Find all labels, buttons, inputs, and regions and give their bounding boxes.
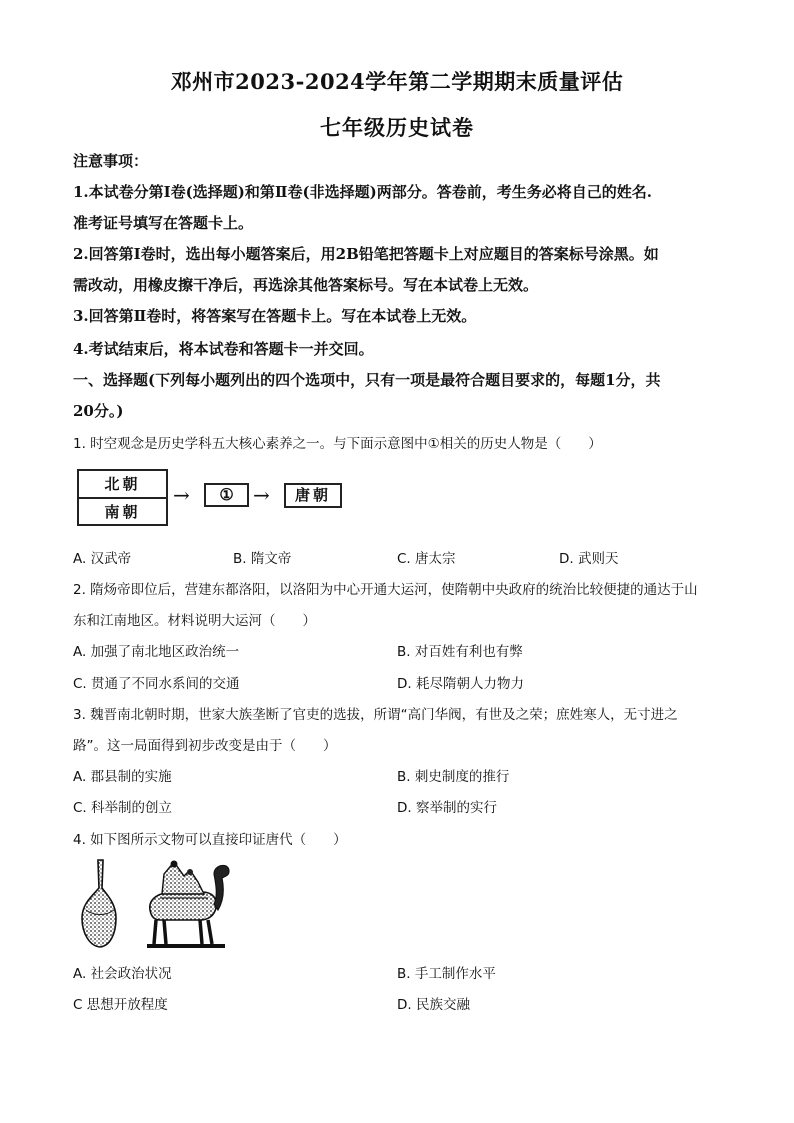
- arrow-right-icon: →: [253, 483, 270, 507]
- tang-dynasty-label: 唐朝: [284, 483, 342, 508]
- tang-relics-image: [74, 858, 232, 950]
- q1-option-d[interactable]: D. 武则天: [559, 551, 619, 567]
- q4-option-a[interactable]: A. 社会政治状况: [73, 966, 172, 982]
- vase-icon: [82, 860, 116, 947]
- q4-option-c[interactable]: C 思想开放程度: [73, 997, 168, 1013]
- section-heading-cont: 20分。): [73, 402, 124, 420]
- question-4-stem: 4. 如下图所示文物可以直接印证唐代（ ）: [73, 832, 347, 848]
- q4-option-b[interactable]: B. 手工制作水平: [397, 966, 496, 982]
- q1-option-a[interactable]: A. 汉武帝: [73, 551, 132, 567]
- q3-option-d[interactable]: D. 察举制的实行: [397, 800, 497, 816]
- q3-option-b[interactable]: B. 刺史制度的推行: [397, 769, 510, 785]
- south-dynasty-label: 南朝: [79, 497, 166, 525]
- question-2-stem-cont: 东和江南地区。材料说明大运河（ ）: [73, 613, 316, 629]
- question-3-stem-cont: 路”。这一局面得到初步改变是由于（ ）: [73, 738, 337, 754]
- q2-option-d[interactable]: D. 耗尽隋朝人力物力: [397, 676, 524, 692]
- north-dynasty-label: 北朝: [104, 475, 141, 493]
- notes-line: 3.回答第Ⅱ卷时，将答案写在答题卡上。写在本试卷上无效。: [73, 307, 477, 325]
- q2-option-b[interactable]: B. 对百姓有利也有弊: [397, 644, 523, 660]
- dynasty-north-south-box: [77, 469, 168, 526]
- notes-line: 1.本试卷分第Ⅰ卷(选择题)和第Ⅱ卷(非选择题)两部分。答卷前，考生务必将自己的姓名.: [73, 183, 652, 201]
- notes-line: 4.考试结束后，将本试卷和答题卡一并交回。: [73, 340, 374, 358]
- section-heading: 一、选择题(下列每小题列出的四个选项中，只有一项是最符合题目要求的，每题1分，共: [73, 371, 661, 389]
- exam-subtitle: 七年级历史试卷: [320, 115, 474, 140]
- arrow-right-icon: →: [173, 483, 190, 507]
- notes-line: 准考证号填写在答题卡上。: [73, 214, 254, 232]
- q1-option-c[interactable]: C. 唐太宗: [397, 551, 456, 567]
- q1-option-b[interactable]: B. 隋文帝: [233, 551, 292, 567]
- question-1-stem: 1. 时空观念是历史学科五大核心素养之一。与下面示意图中①相关的历史人物是（ ）: [73, 436, 602, 452]
- q3-option-a[interactable]: A. 郡县制的实施: [73, 769, 172, 785]
- notes-line: 2.回答第Ⅰ卷时，选出每小题答案后，用2B铅笔把答题卡上对应题目的答案标号涂黑。如: [73, 245, 659, 263]
- q3-option-c[interactable]: C. 科举制的创立: [73, 800, 173, 816]
- q2-option-a[interactable]: A. 加强了南北地区政治统一: [73, 644, 240, 660]
- q2-option-c[interactable]: C. 贯通了不同水系间的交通: [73, 676, 240, 692]
- question-2-stem: 2. 隋炀帝即位后，营建东都洛阳，以洛阳为中心开通大运河，使隋朝中央政府的统治比较便捷的通达于山: [73, 582, 698, 598]
- camel-figurine-icon: [147, 861, 229, 949]
- q4-option-d[interactable]: D. 民族交融: [397, 997, 470, 1013]
- question-3-stem: 3. 魏晋南北朝时期，世家大族垄断了官吏的选拔，所谓“高门华阀，有世及之荣；庶姓寒人，无寸进之: [73, 707, 678, 723]
- exam-title: 邓州市2023-2024学年第二学期期末质量评估: [170, 69, 624, 94]
- blank-dynasty-marker: ①: [204, 483, 249, 507]
- notes-heading: 注意事项：: [73, 152, 149, 170]
- notes-line: 需改动，用橡皮擦干净后，再选涂其他答案标号。写在本试卷上无效。: [73, 276, 539, 294]
